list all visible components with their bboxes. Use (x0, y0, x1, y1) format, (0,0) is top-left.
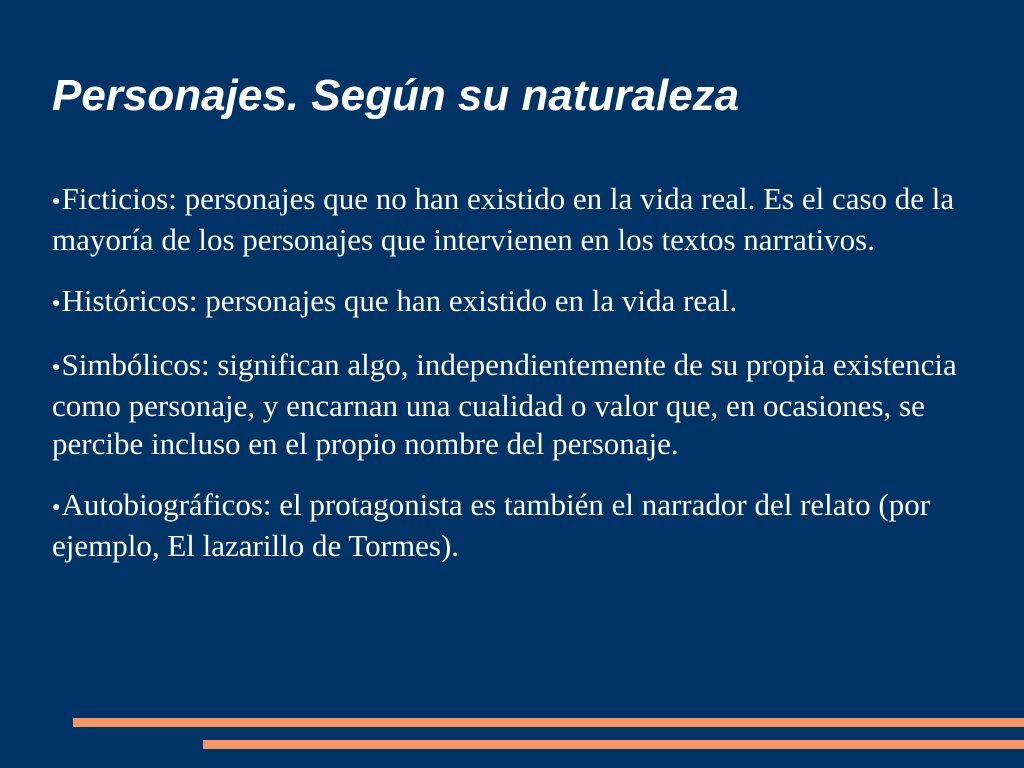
bullet-list (52, 180, 992, 588)
list-item (52, 346, 992, 463)
list-item-text: Ficticios: personajes que no han existido en la vida real. Es el caso de la mayoría de los personajes que intervienen en los textos narrativos. (52, 181, 955, 257)
slide-title: Personajes. Según su naturaleza (52, 71, 740, 120)
decorative-bar-bottom (203, 740, 1024, 749)
bullet-icon: ● (52, 360, 61, 375)
bullet-icon: ● (52, 194, 61, 209)
list-item-text: Simbólicos: significan algo, independientemente de su propia existencia como personaje, y encarnan una cualidad o valor que, en ocasiones, se percibe incluso en el propio nombre del personaje. (52, 347, 957, 461)
list-item-text: Históricos: personajes que han existido en la vida real. (61, 283, 738, 318)
list-item (52, 282, 992, 323)
bullet-icon: ● (52, 296, 61, 311)
list-item (52, 486, 992, 565)
bullet-icon: ● (52, 500, 61, 515)
list-item-text: Autobiográficos: el protagonista es también el narrador del relato (por ejemplo, El lazarillo de Tormes). (52, 487, 931, 563)
decorative-bar-top (73, 718, 1024, 727)
list-item (52, 180, 992, 259)
